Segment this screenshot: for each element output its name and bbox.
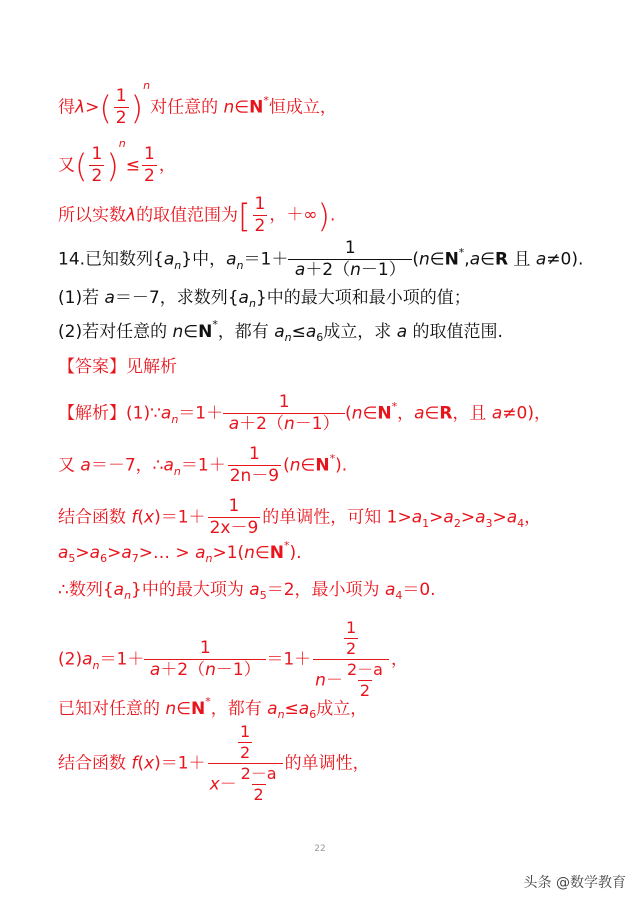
solution-line-4: $a_5>a_6>a_7>\dots$ > $a_n>1(n\in N^*)$. [58, 539, 302, 565]
fraction: $\frac{1}{2}$ [144, 144, 155, 186]
fraction: $\frac{1}{a+2(n-1)}$ [225, 394, 343, 433]
solution-line-5: ∴数列$\{a_n\}$中的最大项为 $a_5=2$，最小项为 $a_4=0$. [58, 580, 436, 602]
text: > [85, 97, 100, 118]
text: 的取值范围为 [136, 205, 239, 226]
fraction: $\frac{1}{2}$ [115, 86, 127, 128]
fraction: $\frac{1}{2x-9}$ [209, 496, 259, 538]
answer-label: 【答案】见解析 [58, 357, 177, 377]
text: 又 [58, 155, 75, 176]
question-14: 14.已知数列$\{a_n\}$中，$a_n=1+$ $\frac{1}{a+2(n-1)}$ (n∈N*,a∈R 且 a≠0). [58, 238, 584, 280]
solution-line-3: 结合函数 f(x)＝1＋ $\frac{1}{2x-9}$ 的单调性，可知 $1>a_1>a_2>a_3>a_4$， [58, 496, 542, 538]
interval: [ $\frac{1}{2}$ ，＋∞ ) [238, 194, 331, 236]
fraction: $\frac{1}{a+2(n-1)}$ [146, 640, 264, 679]
text: 所以实数 [58, 205, 126, 226]
fraction: $\frac{1}{2n-9}$ [229, 444, 280, 486]
solution-line-7: 已知对任意的 n∈N*，都有 $a_n\le a_6$成立， [58, 695, 368, 721]
power-expression: ( $\frac{1}{2}$ ) $^n$ [99, 79, 151, 128]
line-3: 所以实数λ的取值范围为 [ $\frac{1}{2}$ ，＋∞ ) . [58, 194, 336, 236]
page-number: 22 [314, 844, 326, 854]
line-1: 得λ> ( $\frac{1}{2}$ ) $^n$ 对任意的 n∈N*恒成立， [58, 79, 337, 128]
solution-line-2: 又 a＝－7，$\therefore a_n=1+$ $\frac{1}{2n-9}$ (n∈N*). [58, 444, 348, 486]
text: 对任意的 [150, 97, 224, 118]
var-n: n [223, 97, 235, 118]
lambda: λ [126, 205, 137, 226]
fraction: $\frac{1}{a+2(n-1)}$ [290, 240, 410, 279]
question-part-1: (1)若 a＝－7，求数列$\{a_n\}$中的最大项和最小项的值； [58, 288, 471, 310]
compound-fraction: $\frac{1}{2}$ n－ $\frac{2-a}{2}$ [313, 620, 389, 699]
lambda: λ [75, 97, 86, 118]
text: 得 [58, 97, 75, 118]
set-N: N [249, 97, 264, 118]
solution-line-1: 【解析】$(1)\because a_n=1+$ $\frac{1}{a+2(n-1)}$ (n∈N*，a∈R，且 a≠0)， [58, 392, 551, 434]
fraction: $\frac{1}{2}$ [91, 144, 103, 186]
line-2: 又 ( $\frac{1}{2}$ ) $^n$ ≤ $\frac{1}{2}$ ， [58, 137, 176, 186]
power-expression: ( $\frac{1}{2}$ ) $^n$ [75, 137, 126, 186]
question-part-2: (2)若对任意的 n∈N*，都有 $a_n\le a_6$成立，求 a 的取值范围. [58, 318, 503, 344]
text: 恒成立， [268, 97, 337, 118]
compound-fraction: $\frac{1}{2}$ x－ $\frac{2-a}{2}$ [208, 724, 283, 803]
fraction: $\frac{1}{2}$ [254, 194, 266, 236]
watermark: 头条 @数学教育 [523, 875, 626, 891]
solution-line-6: $(2)a_n=1+$ $\frac{1}{a+2(n-1)}$ ＝1＋ $\frac{1}{2}$ n－ $\frac{2-a}{2}$ ， [58, 618, 408, 700]
solution-line-8: 结合函数 f(x)＝1＋ $\frac{1}{2}$ x－ $\frac{2-a}{2}$ 的单调性， [58, 722, 370, 804]
